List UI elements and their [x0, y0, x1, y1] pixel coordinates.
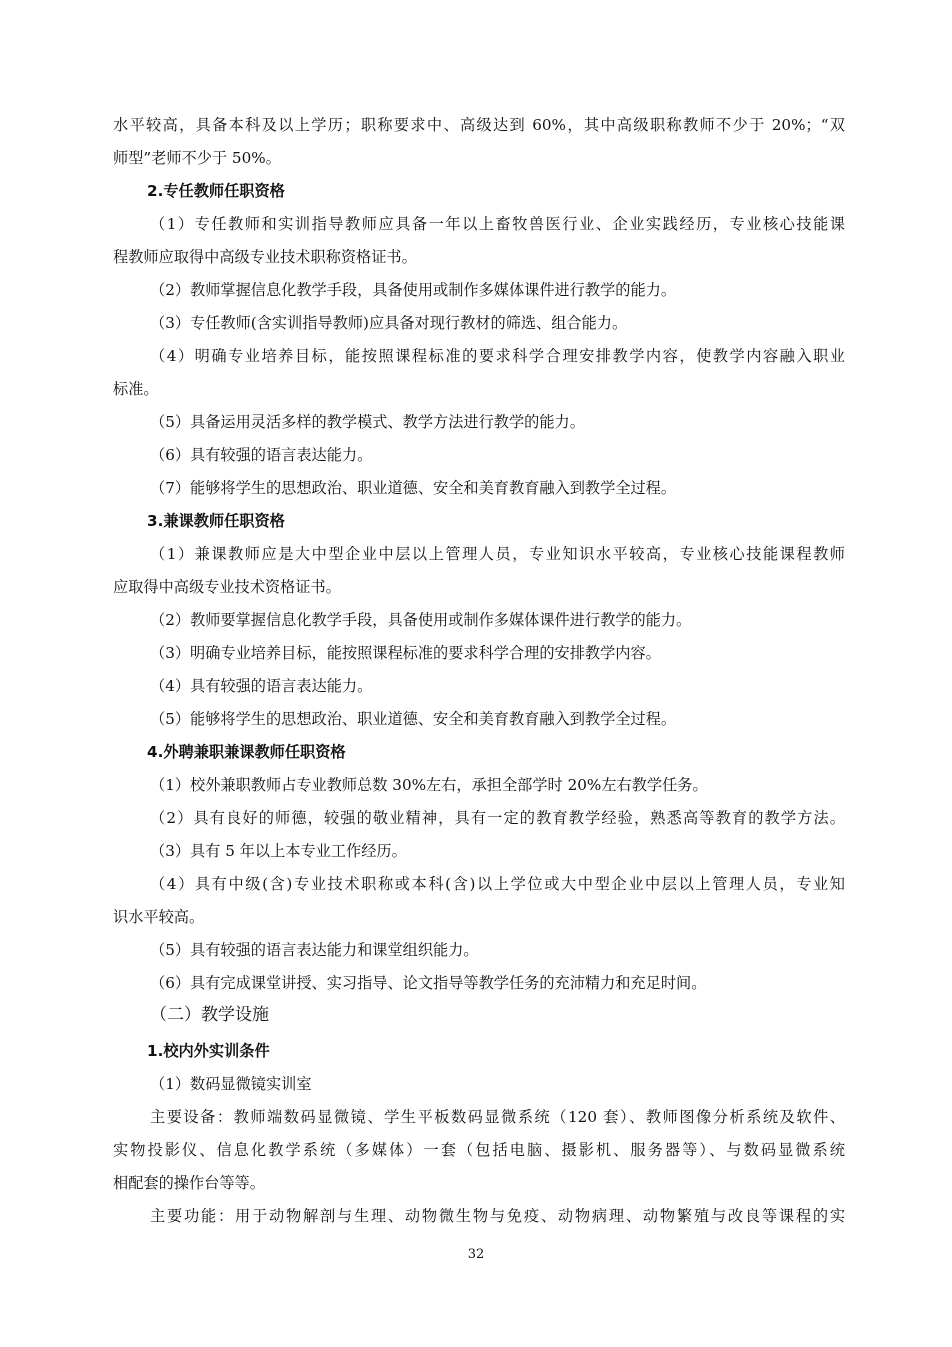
- list-item-line: （4）具有较强的语言表达能力。: [150, 677, 373, 695]
- subsection-heading: 1.校内外实训条件: [147, 1042, 270, 1060]
- paragraph-line: 实物投影仪、信息化教学系统（多媒体）一套（包括电脑、摄影机、服务器等）、与数码显微系统: [113, 1141, 845, 1159]
- list-item-line: （5）具备运用灵活多样的教学模式、教学方法进行教学的能力。: [150, 413, 585, 431]
- list-item-line: （4）具有中级(含)专业技术职称或本科(含)以上学位或大中型企业中层以上管理人员，专业知: [150, 875, 845, 893]
- section-heading: （二）教学设施: [150, 1005, 269, 1025]
- subsection-heading: 3.兼课教师任职资格: [147, 512, 285, 530]
- list-item-line: （4）明确专业培养目标，能按照课程标准的要求科学合理安排教学内容，使教学内容融入职业: [150, 347, 845, 365]
- paragraph-line: 程教师应取得中高级专业技术职称资格证书。: [113, 248, 417, 266]
- paragraph-line: 识水平较高。: [113, 908, 205, 926]
- list-item-line: （2）具有良好的师德，较强的敬业精神，具有一定的教育教学经验，熟悉高等教育的教学方法。: [150, 809, 845, 827]
- list-item-line: （5）具有较强的语言表达能力和课堂组织能力。: [150, 941, 479, 959]
- list-item-line: （5）能够将学生的思想政治、职业道德、安全和美育教育融入到教学全过程。: [150, 710, 677, 728]
- list-item-line: （6）具有较强的语言表达能力。: [150, 446, 373, 464]
- paragraph-line: 水平较高，具备本科及以上学历；职称要求中、高级达到 60%，其中高级职称教师不少于 20%；“双: [113, 116, 845, 134]
- paragraph-line: 主要设备：教师端数码显微镜、学生平板数码显微系统（120 套）、教师图像分析系统及软件、: [150, 1108, 845, 1126]
- paragraph-line: 师型”老师不少于 50%。: [113, 149, 281, 167]
- paragraph-line: 相配套的操作台等等。: [113, 1174, 265, 1192]
- list-item-line: （2）教师要掌握信息化教学手段，具备使用或制作多媒体课件进行教学的能力。: [150, 611, 692, 629]
- list-item-line: （6）具有完成课堂讲授、实习指导、论文指导等教学任务的充沛精力和充足时间。: [150, 974, 707, 992]
- page-number: 32: [467, 1247, 485, 1262]
- list-item-line: （3）具有 5 年以上本专业工作经历。: [150, 842, 407, 860]
- list-item-line: （1）数码显微镜实训室: [150, 1075, 312, 1093]
- list-item-line: （1）校外兼职教师占专业教师总数 30%左右，承担全部学时 20%左右教学任务。: [150, 776, 708, 794]
- subsection-heading: 4.外聘兼职兼课教师任职资格: [147, 743, 346, 761]
- paragraph-line: 主要功能：用于动物解剖与生理、动物微生物与免疫、动物病理、动物繁殖与改良等课程的实: [150, 1207, 845, 1225]
- list-item-line: （1）专任教师和实训指导教师应具备一年以上畜牧兽医行业、企业实践经历，专业核心技能课: [150, 215, 845, 233]
- list-item-line: （3）明确专业培养目标，能按照课程标准的要求科学合理的安排教学内容。: [150, 644, 661, 662]
- list-item-line: （3）专任教师(含实训指导教师)应具备对现行教材的筛选、组合能力。: [150, 314, 628, 332]
- list-item-line: （7）能够将学生的思想政治、职业道德、安全和美育教育融入到教学全过程。: [150, 479, 677, 497]
- subsection-heading: 2.专任教师任职资格: [147, 182, 285, 200]
- paragraph-line: 应取得中高级专业技术资格证书。: [113, 578, 341, 596]
- paragraph-line: 标准。: [113, 380, 159, 398]
- list-item-line: （2）教师掌握信息化教学手段，具备使用或制作多媒体课件进行教学的能力。: [150, 281, 677, 299]
- list-item-line: （1）兼课教师应是大中型企业中层以上管理人员，专业知识水平较高，专业核心技能课程教师: [150, 545, 845, 563]
